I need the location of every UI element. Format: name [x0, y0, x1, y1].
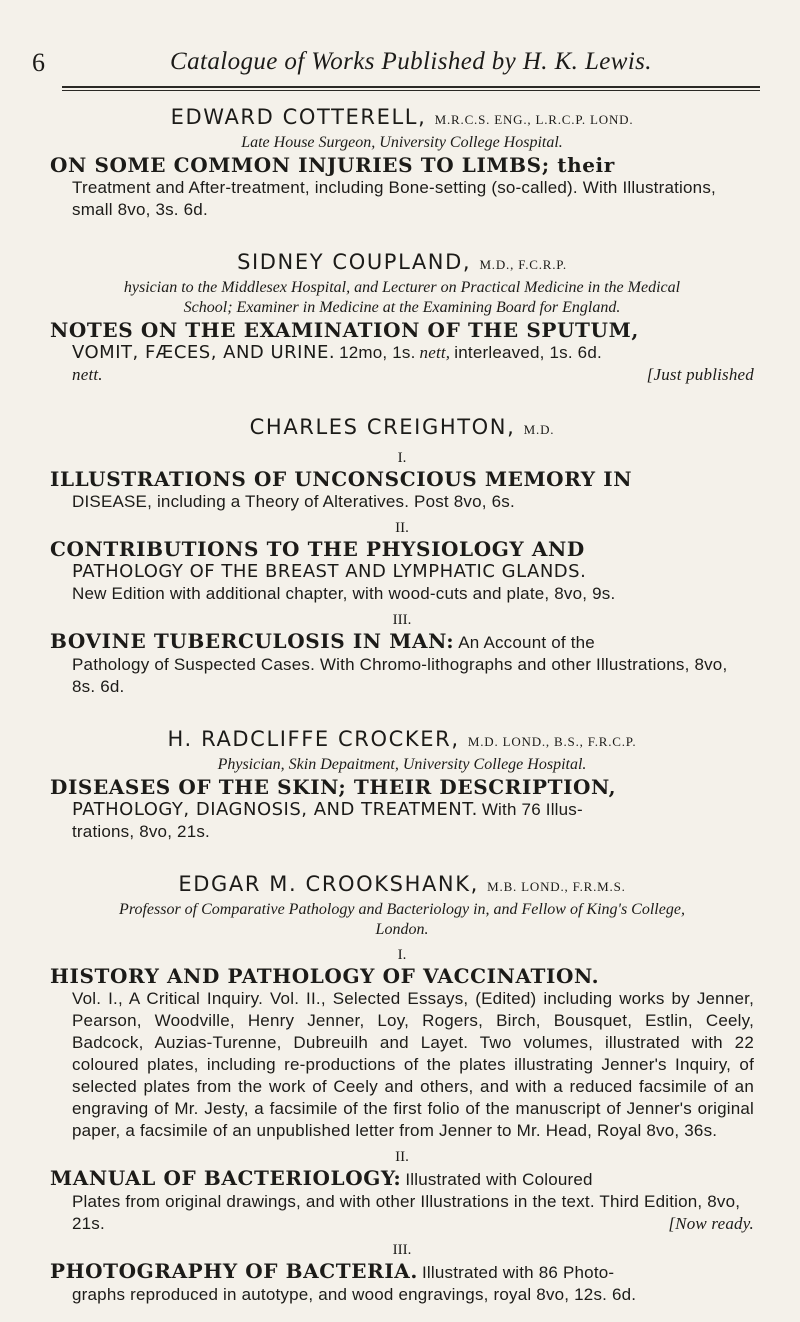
work-number: III.	[392, 1242, 412, 1258]
price-text: interleaved, 1s. 6d.	[454, 343, 602, 362]
work-title-rest: An Account of the	[458, 633, 595, 652]
work-text: New Edition with additional chapter, with wood-cuts and plate, 8vo, 9s.	[72, 584, 616, 603]
work-description: graphs reproduced in autotype, and wood engravings, royal 8vo, 12s. 6d.	[72, 1285, 637, 1304]
author-heading	[50, 104, 754, 133]
work-text: Plates from original drawings, and with other Illustrations in the text. Third Edition, 8vo, 21s.	[72, 1192, 741, 1233]
author-position	[50, 278, 754, 318]
work-title: HISTORY AND PATHOLOGY OF VACCINATION.	[50, 964, 600, 988]
price-text: 12mo, 1s.	[339, 343, 416, 362]
entry-crookshank	[50, 871, 754, 1306]
entry-crocker	[50, 726, 754, 843]
work-title: PHOTOGRAPHY OF BACTERIA.	[50, 1259, 418, 1283]
work-subtitle: PATHOLOGY, DIAGNOSIS, AND TREATMENT.	[72, 799, 478, 820]
entry-coupland	[50, 249, 754, 386]
work-description: Treatment and After-treatment, including Bone-setting (so-called). With Illustrations, small 8vo, 3s. 6d.	[72, 178, 716, 219]
publication-note: [Now ready.	[668, 1214, 754, 1233]
work-title-rest: Illustrated with Coloured	[405, 1170, 593, 1189]
work-text: With 76 Illus-	[481, 800, 583, 819]
work-description	[50, 342, 754, 386]
header-rule-thin	[62, 90, 760, 91]
author-name: SIDNEY COUPLAND,	[237, 250, 472, 274]
work-title: BOVINE TUBERCULOSIS IN MAN:	[50, 629, 455, 653]
price-nett: nett,	[419, 343, 451, 362]
page-number: 6	[32, 48, 45, 77]
author-position: Physician, Skin Depaitment, University College Hospital.	[217, 756, 587, 773]
work-title: CONTRIBUTIONS TO THE PHYSIOLOGY AND	[50, 537, 585, 561]
running-header	[32, 48, 760, 82]
author-name: EDGAR M. CROOKSHANK,	[178, 872, 479, 896]
author-name: H. RADCLIFFE CROCKER,	[167, 727, 460, 751]
author-name: EDWARD COTTERELL,	[170, 105, 427, 129]
publication-note: [Just published	[646, 365, 754, 384]
position-line: Professor of Comparative Pathology and Bacteriology in, and Fellow of King's College,	[119, 901, 685, 918]
work-number: III.	[392, 612, 412, 628]
work-number: II.	[395, 520, 409, 536]
author-heading	[50, 249, 754, 278]
author-heading	[50, 726, 754, 755]
work-number: II.	[395, 1149, 409, 1165]
catalogue-content	[50, 104, 754, 1306]
work-title-line	[50, 1259, 754, 1284]
work-description: Pathology of Suspected Cases. With Chromo-lithographs and other Illustrations, 8vo, 8s. 6d.	[72, 655, 728, 696]
author-degrees: M.D., F.C.R.P.	[479, 257, 567, 272]
work-title: ILLUSTRATIONS OF UNCONSCIOUS MEMORY IN	[50, 467, 633, 491]
work-description	[50, 1191, 754, 1235]
work-title: MANUAL OF BACTERIOLOGY:	[50, 1166, 402, 1190]
work-description: Vol. I., A Critical Inquiry. Vol. II., Selected Essays, (Edited) including works by Jenner, Pearson, Woodville, Henry Jenner, Loy, Rogers, Birch, Bousquet, Estlin, Ceely, Badcock, Auzias-Turenne, Dubreuilh and Layet. Two volumes, illustrated with 22 coloured plates, including re-productions of the plates illustrating Jenner's Inquiry, of selected plates from the work of Ceely and others, and with a reduced facsimile of an engraving of Mr. Jesty, a facsimile of the first folio of the manuscript of Jenner's original paper, a facsimile of an unpublished letter from Jenner to Mr. Head, Royal 8vo, 36s.	[72, 989, 754, 1140]
position-line: hysician to the Middlesex Hospital, and Lecturer on Practical Medicine in the Medical	[123, 279, 681, 296]
author-heading	[50, 871, 754, 900]
author-degrees: M.R.C.S. ENG., L.R.C.P. LOND.	[434, 112, 634, 127]
work-text: trations, 8vo, 21s.	[72, 822, 210, 841]
author-degrees: M.D. LOND., B.S., F.R.C.P.	[467, 734, 637, 749]
position-line: London.	[375, 921, 429, 938]
header-rule	[62, 86, 760, 88]
author-degrees: M.D.	[523, 422, 555, 437]
position-line: School; Examiner in Medicine at the Examining Board for England.	[183, 299, 621, 316]
work-description: DISEASE, including a Theory of Alteratives. Post 8vo, 6s.	[72, 492, 515, 511]
work-title: ON SOME COMMON INJURIES TO LIMBS; their	[50, 153, 615, 177]
author-name: CHARLES CREIGHTON,	[249, 415, 516, 439]
work-description	[50, 561, 754, 605]
work-title: DISEASES OF THE SKIN; THEIR DESCRIPTION,	[50, 775, 617, 799]
price-nett: nett.	[72, 365, 103, 384]
work-number: I.	[397, 947, 407, 963]
entry-cotterell	[50, 104, 754, 221]
work-title-rest: Illustrated with 86 Photo-	[421, 1263, 615, 1282]
work-subtitle: VOMIT, FÆCES, AND URINE.	[72, 342, 336, 363]
work-title: NOTES ON THE EXAMINATION OF THE SPUTUM,	[50, 318, 639, 342]
page-title: Catalogue of Works Published by H. K. Lewis.	[170, 48, 652, 75]
work-description	[50, 799, 754, 843]
work-title-line	[50, 629, 754, 654]
entry-creighton	[50, 414, 754, 698]
author-position	[50, 900, 754, 940]
work-subtitle: PATHOLOGY OF THE BREAST AND LYMPHATIC GLANDS.	[72, 561, 587, 582]
author-heading	[50, 414, 754, 443]
author-degrees: M.B. LOND., F.R.M.S.	[487, 879, 626, 894]
work-title-line	[50, 1166, 754, 1191]
work-number: I.	[397, 450, 407, 466]
author-position: Late House Surgeon, University College Hospital.	[241, 134, 563, 151]
